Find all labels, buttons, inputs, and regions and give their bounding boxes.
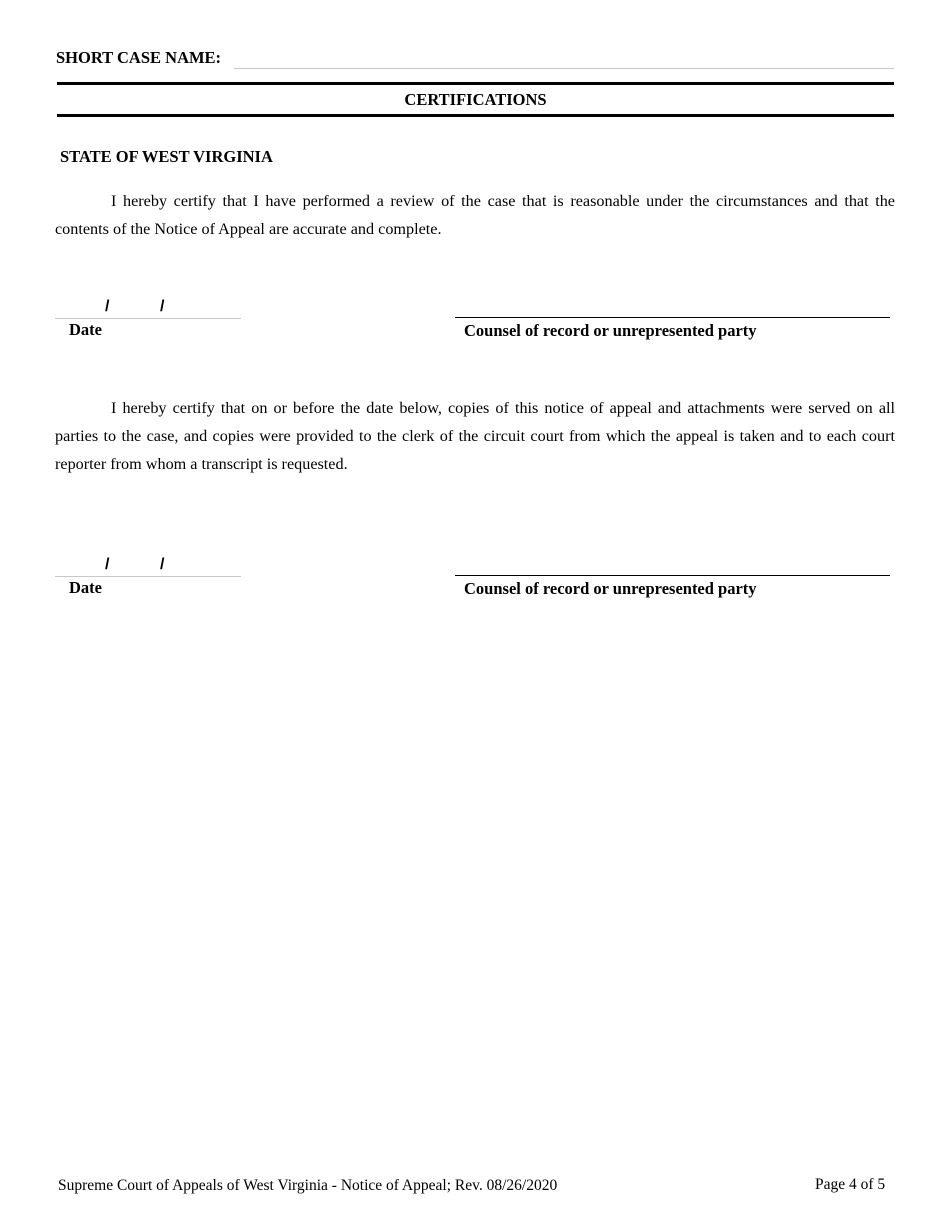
- state-heading: STATE OF WEST VIRGINIA: [60, 147, 273, 166]
- date-field-review[interactable]: [55, 298, 241, 319]
- date-field-service[interactable]: [55, 556, 241, 577]
- short-case-name-input[interactable]: [234, 50, 894, 69]
- date-label: Date: [69, 578, 102, 597]
- signature-line-service[interactable]: [455, 575, 890, 576]
- signature-line-review[interactable]: [455, 317, 890, 318]
- date-label: Date: [69, 320, 102, 339]
- certification-review-text: I hereby certify that I have performed a review of the case that is reasonable under the circumstances and that the contents of the Notice of Appeal are accurate and complete.: [55, 192, 895, 238]
- bottom-divider: [57, 114, 894, 117]
- certification-service-text: I hereby certify that on or before the date below, copies of this notice of appeal and attachments were served on all parties to the case, and copies were provided to the clerk of the circuit court from which the appeal is taken and to each court reporter from whom a transcript is requested.: [55, 399, 895, 473]
- date-separator: /: [160, 556, 165, 573]
- page-indicator: Page 4 of 5: [815, 1176, 886, 1193]
- footer-form-title: Supreme Court of Appeals of West Virginia - Notice of Appeal; Rev. 08/26/2020: [58, 1177, 558, 1194]
- date-separator: /: [105, 298, 110, 315]
- date-separator: /: [160, 298, 165, 315]
- short-case-name-label: SHORT CASE NAME:: [56, 48, 222, 67]
- section-title: CERTIFICATIONS: [404, 90, 547, 109]
- signature-label: Counsel of record or unrepresented party: [464, 321, 757, 340]
- signature-label: Counsel of record or unrepresented party: [464, 579, 757, 598]
- top-divider: [57, 82, 894, 85]
- date-separator: /: [105, 556, 110, 573]
